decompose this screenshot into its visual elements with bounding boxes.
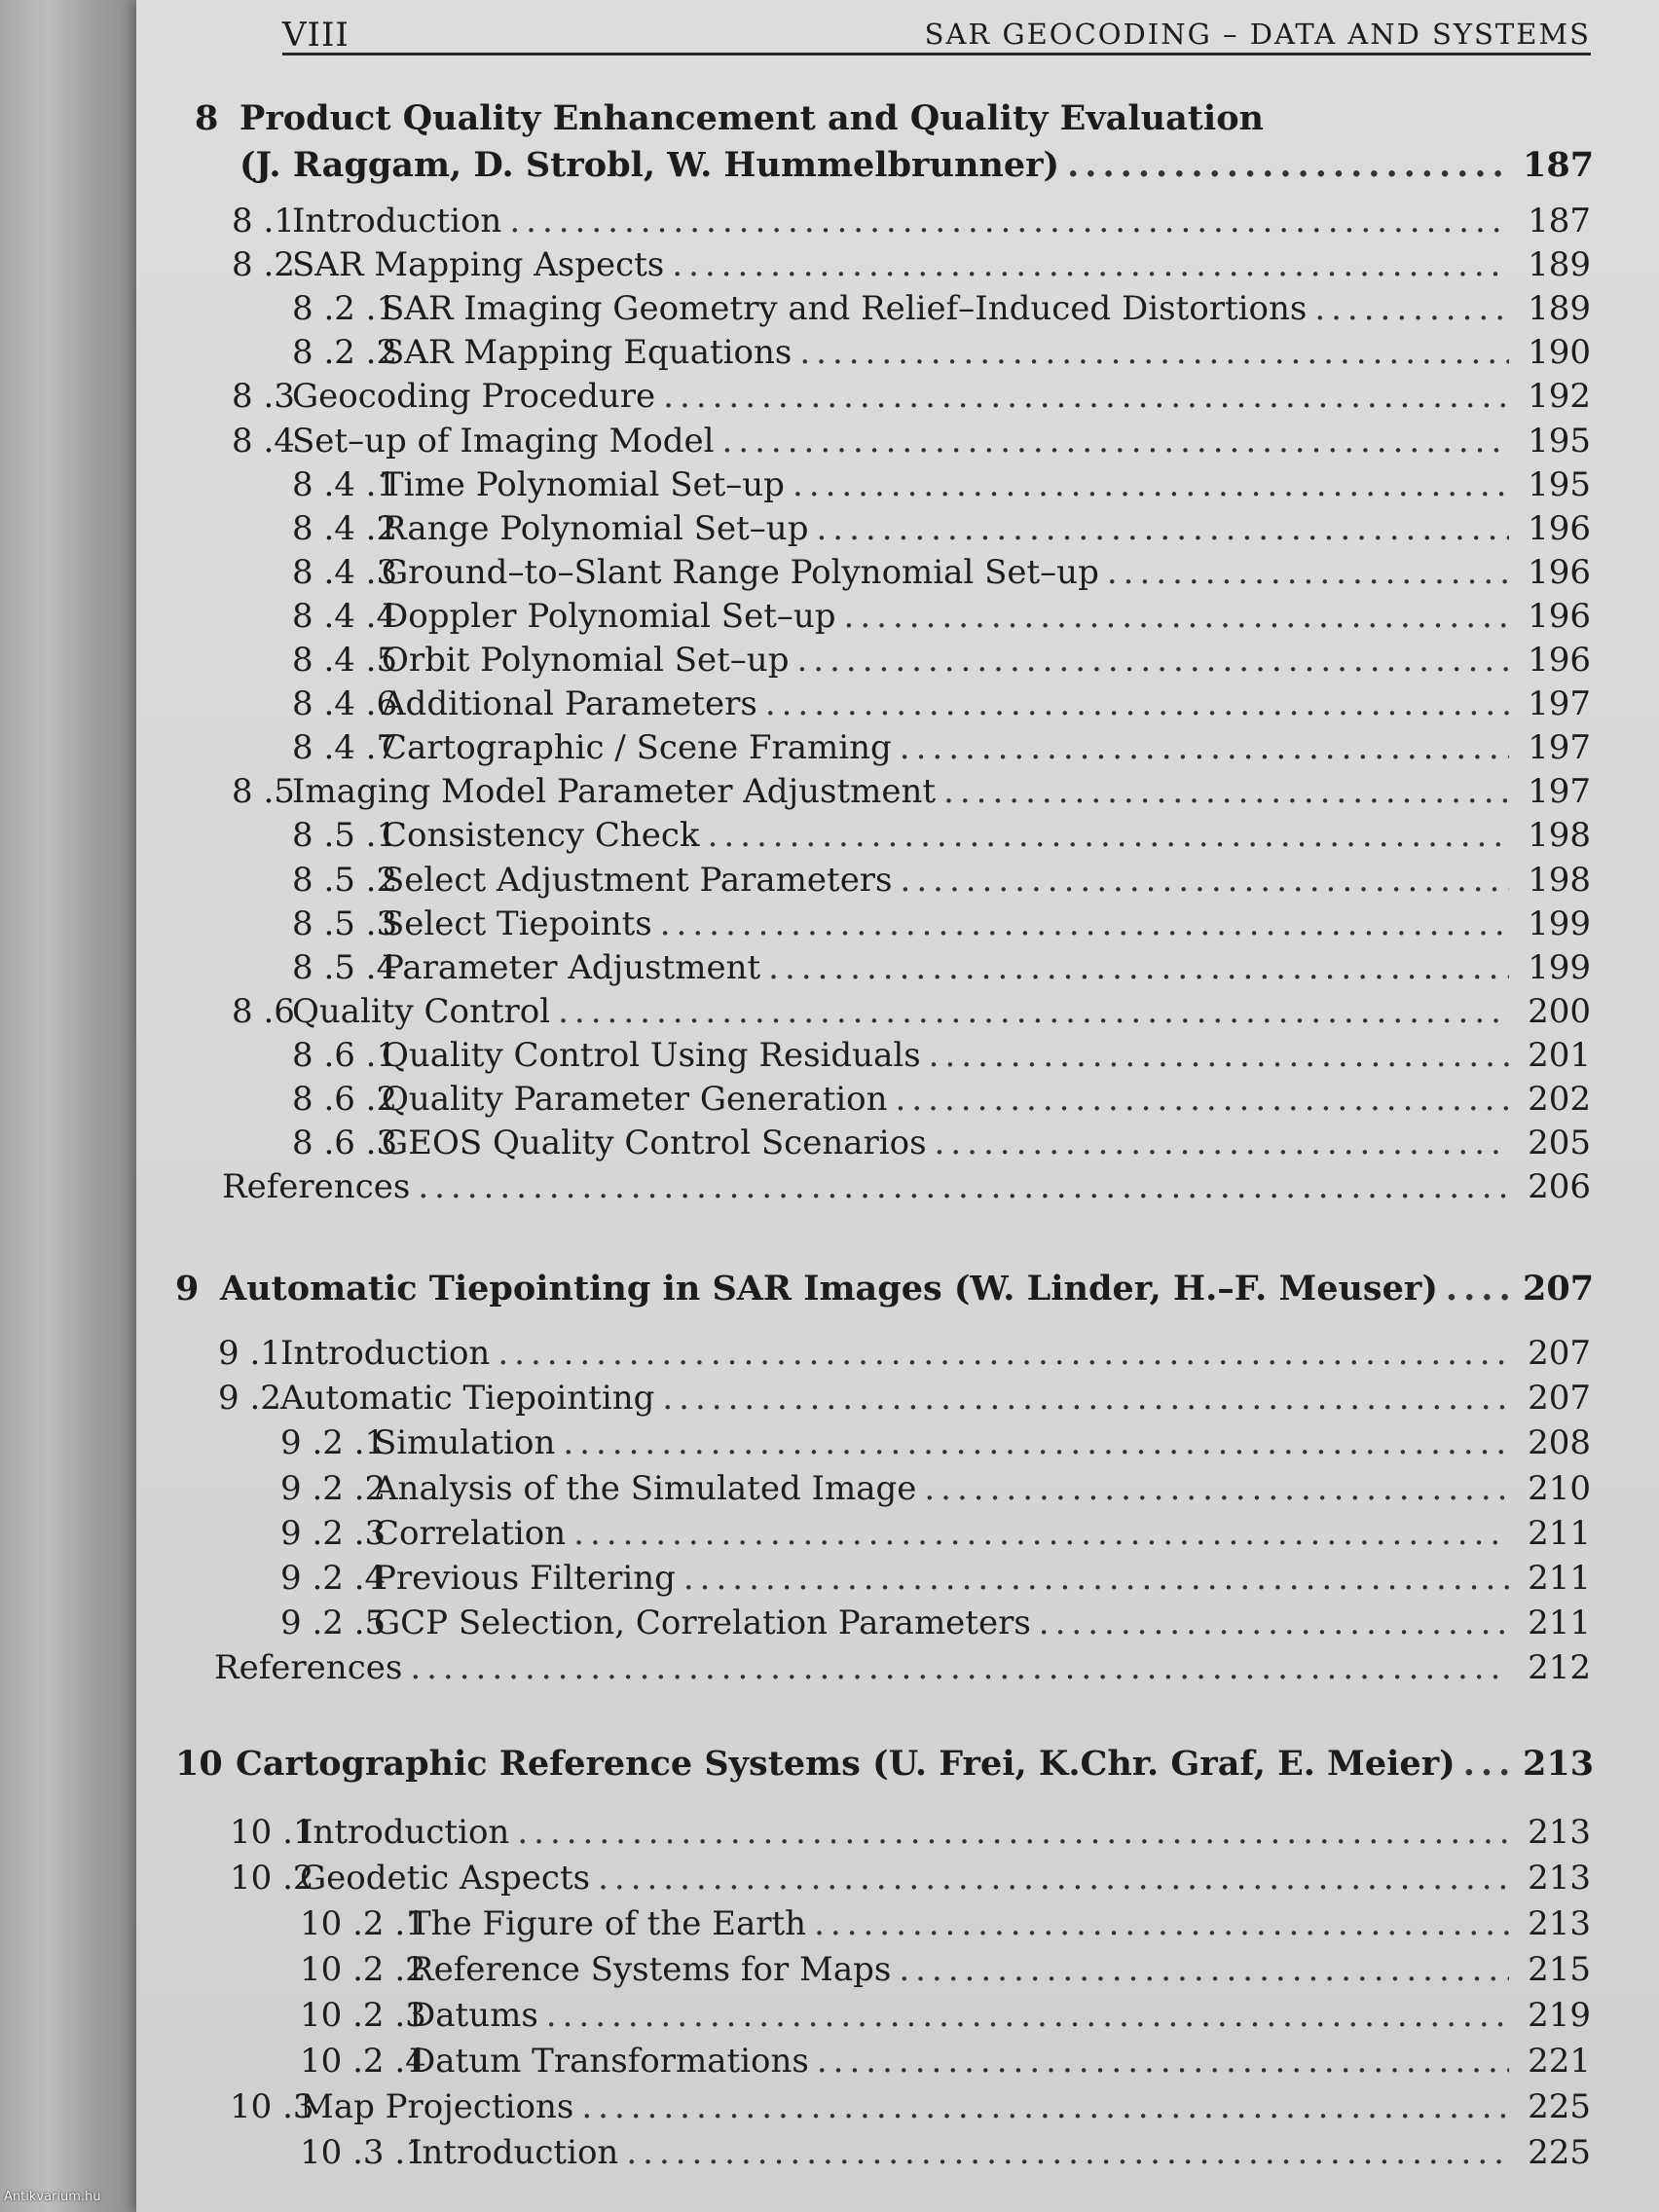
section-page: 212	[1528, 1648, 1591, 1687]
dot-leader	[1314, 287, 1509, 330]
section-title: Select Adjustment Parameters	[382, 861, 893, 900]
section-title: Introduction	[300, 1813, 510, 1852]
toc-entry	[292, 903, 1591, 945]
dot-leader	[581, 2085, 1509, 2128]
section-page: 213	[1528, 1904, 1591, 1943]
section-title: Quality Parameter Generation	[382, 1080, 888, 1119]
section-page: 198	[1528, 861, 1591, 900]
dot-leader	[899, 1948, 1509, 1991]
section-page: 201	[1528, 1036, 1591, 1075]
toc-entry	[232, 990, 1591, 1033]
toc-entry	[280, 1512, 1591, 1555]
section-number: 8 .4 .3	[292, 553, 398, 592]
section-title: Simulation	[374, 1423, 556, 1462]
chapter-page: 213	[1523, 1744, 1595, 1784]
section-title: The Figure of the Earth	[409, 1904, 807, 1943]
chapter-number: 9	[175, 1269, 200, 1309]
section-title: Reference Systems for Maps	[409, 1950, 892, 1989]
section-page: 206	[1528, 1167, 1591, 1206]
toc-entry	[232, 375, 1591, 418]
section-title: Geodetic Aspects	[300, 1859, 591, 1898]
dot-leader	[817, 2040, 1509, 2083]
dot-leader	[672, 243, 1509, 286]
running-head	[282, 14, 1591, 55]
scanner-background	[0, 0, 136, 2212]
chapter-title: Cartographic Reference Systems (U. Frei, K.Chr. Graf, E. Meier)	[236, 1744, 1456, 1784]
dot-leader	[929, 1034, 1509, 1077]
dot-leader	[573, 1512, 1509, 1555]
section-title: Cartographic / Scene Framing	[382, 728, 892, 767]
section-number: 10 .2 .4	[300, 2042, 426, 2081]
section-title: Analysis of the Simulated Image	[374, 1469, 917, 1508]
dot-leader	[796, 639, 1509, 682]
section-title: Correlation	[374, 1514, 567, 1553]
section-title: Introduction	[409, 2133, 619, 2172]
section-title: Introduction	[280, 1334, 491, 1373]
toc-entry	[280, 1557, 1591, 1600]
section-page: 202	[1528, 1080, 1591, 1119]
dot-leader	[896, 1078, 1509, 1121]
toc-entry	[292, 1078, 1591, 1121]
toc-entry	[300, 2131, 1591, 2174]
toc-entry	[292, 331, 1591, 374]
dot-leader	[558, 990, 1509, 1033]
section-page: 215	[1528, 1950, 1591, 1989]
references-title: References	[214, 1648, 403, 1687]
section-page: 189	[1528, 245, 1591, 284]
section-number: 8 .5 .4	[292, 948, 398, 987]
section-title: Ground–to–Slant Range Polynomial Set–up	[382, 553, 1099, 592]
section-title: Doppler Polynomial Set–up	[382, 597, 836, 636]
dot-leader	[683, 1557, 1509, 1600]
dot-leader	[509, 200, 1509, 242]
dot-leader	[793, 463, 1509, 506]
section-page: 192	[1528, 377, 1591, 416]
toc-entry	[280, 1602, 1591, 1644]
dot-leader	[418, 1165, 1509, 1208]
dot-leader	[943, 770, 1509, 813]
dot-leader	[844, 595, 1509, 638]
section-page: 210	[1528, 1469, 1591, 1508]
section-title: Set–up of Imaging Model	[292, 422, 715, 461]
section-number: 8 .5 .1	[292, 816, 398, 855]
section-page: 211	[1528, 1559, 1591, 1598]
toc-entry	[292, 682, 1591, 725]
toc-entry	[232, 770, 1591, 813]
section-number: 10 .2 .1	[300, 1904, 426, 1943]
section-number: 9 .2	[218, 1379, 281, 1418]
chapter-heading	[175, 1743, 1595, 1786]
section-page: 196	[1528, 509, 1591, 548]
section-number: 8 .6 .1	[292, 1036, 398, 1075]
section-number: 9 .2 .4	[280, 1559, 387, 1598]
chapter-page: 187	[1523, 145, 1595, 185]
section-number: 8 .2 .1	[292, 289, 398, 328]
section-page: 199	[1528, 904, 1591, 943]
dot-leader	[1067, 144, 1509, 187]
section-title: Select Tiepoints	[382, 904, 652, 943]
section-page: 196	[1528, 597, 1591, 636]
toc-entry	[214, 1646, 1591, 1689]
toc-entry	[300, 1948, 1591, 1991]
section-page: 211	[1528, 1514, 1591, 1553]
section-title: Time Polynomial Set–up	[382, 465, 785, 504]
section-number: 10 .2 .3	[300, 1996, 426, 2035]
dot-leader	[708, 814, 1509, 857]
section-title: Quality Control Using Residuals	[382, 1036, 921, 1075]
toc-entry	[230, 1811, 1591, 1854]
section-number: 10 .2 .2	[300, 1950, 426, 1989]
toc-entry	[292, 287, 1591, 330]
toc-entry	[232, 243, 1591, 286]
toc-entry	[292, 814, 1591, 857]
chapter-number: 8	[195, 98, 219, 138]
section-page: 198	[1528, 816, 1591, 855]
dot-leader	[1446, 1268, 1509, 1310]
section-title: Automatic Tiepointing	[280, 1379, 655, 1418]
section-page: 207	[1528, 1379, 1591, 1418]
section-page: 189	[1528, 289, 1591, 328]
dot-leader	[660, 903, 1509, 945]
section-number: 10 .1	[230, 1813, 314, 1852]
section-page: 213	[1528, 1813, 1591, 1852]
toc-entry	[232, 420, 1591, 462]
section-title: Parameter Adjustment	[382, 948, 761, 987]
section-page: 219	[1528, 1996, 1591, 2035]
chapter-title: Product Quality Enhancement and Quality Evaluation	[240, 98, 1264, 138]
section-page: 195	[1528, 422, 1591, 461]
dot-leader	[663, 375, 1509, 418]
section-title: Introduction	[292, 202, 502, 240]
section-number: 8 .6 .3	[292, 1124, 398, 1162]
section-number: 8 .5	[232, 772, 295, 811]
chapter-heading	[195, 97, 1591, 140]
section-page: 197	[1528, 684, 1591, 723]
toc-entry	[232, 200, 1591, 242]
toc-entry	[230, 1857, 1591, 1899]
section-number: 10 .2	[230, 1859, 314, 1898]
section-title: SAR Mapping Aspects	[292, 245, 665, 284]
section-title: Datum Transformations	[409, 2042, 809, 2081]
toc-entry	[292, 551, 1591, 594]
chapter-title: Automatic Tiepointing in SAR Images (W. Linder, H.–F. Meuser)	[220, 1269, 1438, 1309]
book-page	[136, 0, 1659, 2212]
page-folio: VIII	[282, 16, 350, 55]
section-page: 208	[1528, 1423, 1591, 1462]
section-number: 8 .5 .2	[292, 861, 398, 900]
toc-entry	[292, 859, 1591, 902]
section-page: 187	[1528, 202, 1591, 240]
toc-entry	[292, 726, 1591, 769]
section-number: 10 .3	[230, 2087, 314, 2126]
toc-entry	[292, 507, 1591, 550]
section-title: Previous Filtering	[374, 1559, 676, 1598]
section-title: Imaging Model Parameter Adjustment	[292, 772, 937, 811]
dot-leader	[626, 2131, 1509, 2174]
toc-entry	[292, 1034, 1591, 1077]
dot-leader	[1463, 1743, 1509, 1786]
section-number: 9 .2 .3	[280, 1514, 387, 1553]
chapter-authors-row	[240, 144, 1595, 187]
dot-leader	[563, 1421, 1509, 1464]
toc-entry	[292, 946, 1591, 989]
toc-entry	[300, 2040, 1591, 2083]
toc-entry	[218, 1332, 1591, 1375]
section-page: 197	[1528, 772, 1591, 811]
running-head-title: SAR GEOCODING – DATA AND SYSTEMS	[924, 18, 1591, 51]
section-title: SAR Mapping Equations	[382, 333, 793, 372]
chapter-authors: (J. Raggam, D. Strobl, W. Hummelbrunner)	[240, 145, 1060, 185]
dot-leader	[924, 1467, 1509, 1510]
dot-leader	[765, 682, 1509, 725]
section-number: 10 .3 .1	[300, 2133, 426, 2172]
chapter-number: 10	[175, 1744, 223, 1784]
section-title: Geocoding Procedure	[292, 377, 656, 416]
section-number: 8 .4 .4	[292, 597, 398, 636]
section-number: 8 .4 .1	[292, 465, 398, 504]
watermark: Antikvarium.hu	[4, 2190, 101, 2204]
chapter-heading	[175, 1268, 1595, 1310]
toc-entry	[292, 595, 1591, 638]
section-number: 8 .4 .2	[292, 509, 398, 548]
section-page: 190	[1528, 333, 1591, 372]
dot-leader	[768, 946, 1509, 989]
section-page: 195	[1528, 465, 1591, 504]
section-title: Datums	[409, 1996, 538, 2035]
section-page: 213	[1528, 1859, 1591, 1898]
dot-leader	[1107, 551, 1509, 594]
dot-leader	[901, 859, 1509, 902]
toc-entry	[218, 1377, 1591, 1419]
toc-entry	[292, 639, 1591, 682]
section-page: 225	[1528, 2087, 1591, 2126]
dot-leader	[799, 331, 1509, 374]
dot-leader	[546, 1994, 1509, 2037]
section-page: 197	[1528, 728, 1591, 767]
section-number: 8 .2 .2	[292, 333, 398, 372]
section-title: Quality Control	[292, 992, 551, 1031]
section-number: 8 .4 .6	[292, 684, 398, 723]
dot-leader	[598, 1857, 1509, 1899]
chapter-page: 207	[1523, 1269, 1595, 1309]
toc-entry	[222, 1165, 1591, 1208]
section-page: 196	[1528, 553, 1591, 592]
dot-leader	[498, 1332, 1509, 1375]
toc-entry	[292, 1122, 1591, 1164]
toc-entry	[300, 1902, 1591, 1945]
section-number: 8 .4	[232, 422, 295, 461]
references-title: References	[222, 1167, 411, 1206]
dot-leader	[722, 420, 1510, 462]
section-title: GCP Selection, Correlation Parameters	[374, 1604, 1031, 1642]
dot-leader	[900, 726, 1509, 769]
section-title: SAR Imaging Geometry and Relief–Induced Distortions	[382, 289, 1308, 328]
section-number: 9 .1	[218, 1334, 281, 1373]
section-number: 9 .2 .1	[280, 1423, 387, 1462]
section-number: 8 .6 .2	[292, 1080, 398, 1119]
section-title: Range Polynomial Set–up	[382, 509, 809, 548]
section-page: 207	[1528, 1334, 1591, 1373]
dot-leader	[410, 1646, 1509, 1689]
section-number: 9 .2 .5	[280, 1604, 387, 1642]
toc-entry	[280, 1421, 1591, 1464]
section-title: GEOS Quality Control Scenarios	[382, 1124, 927, 1162]
section-page: 200	[1528, 992, 1591, 1031]
section-title: Additional Parameters	[382, 684, 757, 723]
toc-entry	[280, 1467, 1591, 1510]
section-number: 8 .4 .5	[292, 641, 398, 680]
section-title: Orbit Polynomial Set–up	[382, 641, 790, 680]
section-number: 8 .5 .3	[292, 904, 398, 943]
dot-leader	[662, 1377, 1509, 1419]
dot-leader	[935, 1122, 1509, 1164]
section-page: 225	[1528, 2133, 1591, 2172]
section-title: Consistency Check	[382, 816, 700, 855]
section-page: 196	[1528, 641, 1591, 680]
section-number: 8 .4 .7	[292, 728, 398, 767]
section-title: Map Projections	[300, 2087, 574, 2126]
section-number: 9 .2 .2	[280, 1469, 387, 1508]
section-number: 8 .3	[232, 377, 295, 416]
dot-leader	[816, 507, 1509, 550]
section-number: 8 .6	[232, 992, 295, 1031]
section-page: 199	[1528, 948, 1591, 987]
toc-entry	[292, 463, 1591, 506]
section-page: 205	[1528, 1124, 1591, 1162]
section-page: 221	[1528, 2042, 1591, 2081]
toc-entry	[300, 1994, 1591, 2037]
section-page: 211	[1528, 1604, 1591, 1642]
section-number: 8 .1	[232, 202, 295, 240]
dot-leader	[814, 1902, 1509, 1945]
section-number: 8 .2	[232, 245, 295, 284]
dot-leader	[1039, 1602, 1509, 1644]
dot-leader	[517, 1811, 1509, 1854]
toc-entry	[230, 2085, 1591, 2128]
